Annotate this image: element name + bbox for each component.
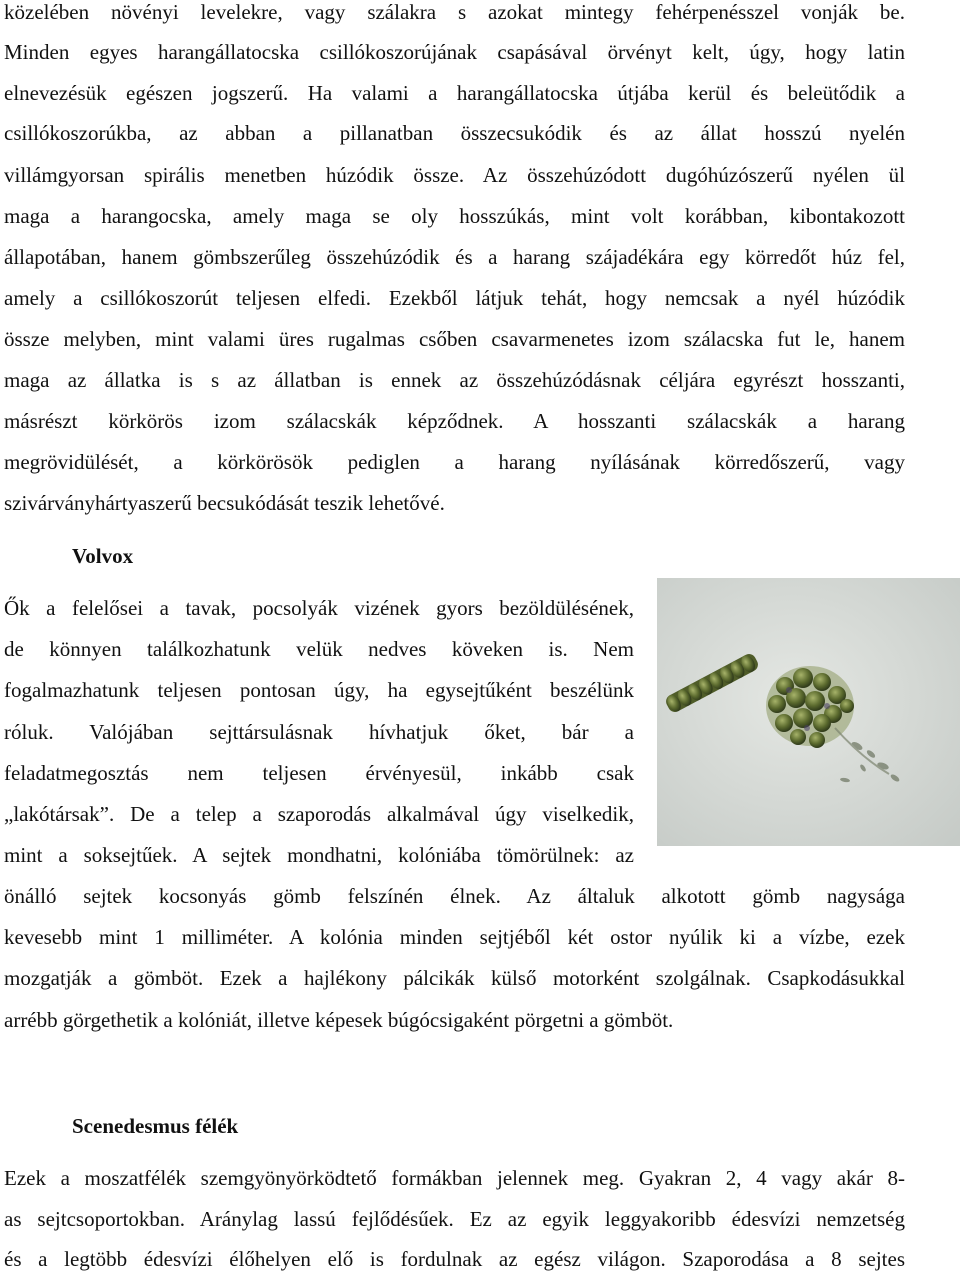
text-line: közelében növényi levelekre, vagy szálakra s azokat mintegy fehérpenésszel vonják be. bbox=[4, 0, 905, 24]
text-line: elnevezésük egészen jogszerű. Ha valami a harangállatocska útjába kerül és beleütődik a bbox=[4, 81, 905, 105]
text-line: fogalmazhatunk teljesen pontosan úgy, ha egysejtűként beszélünk bbox=[4, 678, 634, 702]
section-heading-volvox: Volvox bbox=[72, 544, 134, 568]
text-line: Ezek a moszatfélék szemgyönyörködtető formákban jelennek meg. Gyakran 2, 4 vagy akár 8- bbox=[4, 1166, 905, 1190]
text-line: de könnyen találkozhatunk velük nedves köveken is. Nem bbox=[4, 637, 634, 661]
text-line: és a legtöbb édesvízi élőhelyen elő is fordulnak az egész világon. Szaporodása a 8 sejtes bbox=[4, 1247, 905, 1271]
text-line: Minden egyes harangállatocska csillókoszorújának csapásával örvényt kelt, úgy, hogy latin bbox=[4, 40, 905, 64]
text-line: as sejtcsoportokban. Aránylag lassú fejlődésűek. Ez az egyik leggyakoribb édesvízi nemzetség bbox=[4, 1207, 905, 1231]
text-line: önálló sejtek kocsonyás gömb felszínén élnek. Az általuk alkotott gömb nagysága bbox=[4, 884, 905, 908]
volvox-microscope-photo bbox=[657, 578, 960, 846]
text-line: arrébb görgethetik a kolóniát, illetve képesek búgócsigaként pörgetni a gömböt. bbox=[4, 1008, 674, 1032]
text-line: maga a harangocska, amely maga se oly hosszúkás, mint volt korábban, kibontakozott bbox=[4, 204, 905, 228]
text-line: Ők a felelősei a tavak, pocsolyák vizének gyors bezöldülésének, bbox=[4, 596, 634, 620]
microscope-image bbox=[657, 578, 960, 846]
text-line: „lakótársak”. De a telep a szaporodás alkalmával úgy viselkedik, bbox=[4, 802, 634, 826]
text-line: mint a soksejtűek. A sejtek mondhatni, kolóniába tömörülnek: az bbox=[4, 843, 634, 867]
text-line: állapotában, hanem gömbszerűleg összehúzódik és a harang szájadékára egy körredőt húz fel, bbox=[4, 245, 905, 269]
section-heading-scenedesmus: Scenedesmus félék bbox=[72, 1114, 239, 1138]
text-line: amely a csillókoszorút teljesen elfedi. Ezekből látjuk tehát, hogy nemcsak a nyél húzódik bbox=[4, 286, 905, 310]
text-line: csillókoszorúkba, az abban a pillanatban összecsukódik és az állat hosszú nyelén bbox=[4, 121, 905, 145]
text-line: mozgatják a gömböt. Ezek a hajlékony pálcikák külső motorként szolgálnak. Csapkodásukkal bbox=[4, 966, 905, 990]
text-line: róluk. Valójában sejttársulásnak hívhatjuk őket, bár a bbox=[4, 720, 634, 744]
text-line: össze melyben, mint valami üres rugalmas csőben csavarmenetes izom szálacska fut le, hanem bbox=[4, 327, 905, 351]
text-line: megrövidülését, a körkörösök pediglen a harang nyílásának körredőszerű, vagy bbox=[4, 450, 905, 474]
text-line: maga az állatka is s az állatban is ennek az összehúzódásnak céljára egyrészt hosszanti, bbox=[4, 368, 905, 392]
text-line: másrészt körkörös izom szálacskák képződnek. A hosszanti szálacskák a harang bbox=[4, 409, 905, 433]
text-line: villámgyorsan spirális menetben húzódik össze. Az összehúzódott dugóhúzószerű nyélen ül bbox=[4, 163, 905, 187]
text-line: szivárványhártyaszerű becsukódását teszik lehetővé. bbox=[4, 491, 445, 515]
text-line: kevesebb mint 1 milliméter. A kolónia minden sejtjéből két ostor nyúlik ki a vízbe, ezek bbox=[4, 925, 905, 949]
text-line: feladatmegosztás nem teljesen érvényesül, inkább csak bbox=[4, 761, 634, 785]
